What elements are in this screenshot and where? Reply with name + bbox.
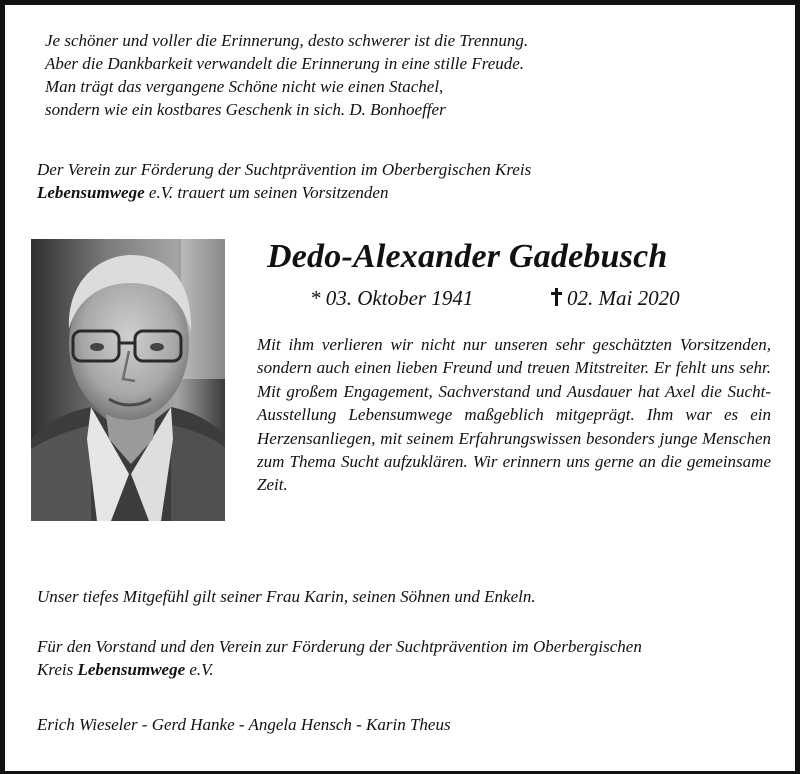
association-line-2-rest: e.V. trauert um seinen Vorsitzenden — [144, 183, 389, 202]
org-name: Lebensumwege — [37, 183, 145, 202]
signer-names: Erich Wieseler - Gerd Hanke - Angela Hensch - Karin Theus — [37, 715, 451, 734]
association-line-1: Der Verein zur Förderung der Suchtprävention im Oberbergischen Kreis — [37, 160, 532, 179]
board-line-2-suffix: e.V. — [185, 660, 214, 679]
cross-icon — [550, 288, 564, 306]
condolence-text: Unser tiefes Mitgefühl gilt seiner Frau Karin, seinen Söhnen und Enkeln. — [37, 587, 536, 606]
quote-line: Man trägt das vergangene Schöne nicht wie einen Stachel, — [45, 77, 444, 96]
board-line-1: Für den Vorstand und den Verein zur Förderung der Suchtprävention im Oberbergischen — [37, 637, 642, 656]
quote-line: Aber die Dankbarkeit verwandelt die Erinnerung in eine stille Freude. — [45, 54, 525, 73]
quote-line: sondern wie ein kostbares Geschenk in sich. D. Bonhoeffer — [45, 100, 446, 119]
quote-line: Je schöner und voller die Erinnerung, desto schwerer ist die Trennung. — [45, 31, 529, 50]
association-announcement — [37, 158, 531, 204]
org-name: Lebensumwege — [77, 660, 186, 679]
bonhoeffer-quote — [45, 29, 528, 121]
board-line-2 — [37, 658, 642, 681]
portrait-illustration — [31, 239, 225, 521]
deceased-name: Dedo-Alexander Gadebusch — [267, 238, 668, 275]
birth-date: * 03. Oktober 1941 — [310, 286, 474, 310]
death-date-block — [550, 286, 680, 311]
death-date: 02. Mai 2020 — [567, 286, 680, 310]
board-signature-intro — [37, 635, 642, 681]
biography-text: Mit ihm verlieren wir nicht nur unseren sehr geschätzten Vorsitzenden, sondern auch einen lieben Freund und treuen Mitstreiter. Er fehlt uns sehr. Mit großem Engagement, Sachverstand und Ausdauer hat Axel die Sucht-Ausstellung Lebensumwege maßgeblich mitgeprägt. Ihm war es ein Herzensanliegen, mit seinem Erfahrungswissen besonders junge Menschen zum Thema Sucht aufzuklären. Wir erinnern uns gerne an die gemeinsame Zeit. — [257, 335, 771, 495]
board-line-2-prefix: Kreis — [37, 660, 78, 679]
portrait-photo — [31, 239, 225, 521]
association-line-2 — [37, 181, 531, 204]
